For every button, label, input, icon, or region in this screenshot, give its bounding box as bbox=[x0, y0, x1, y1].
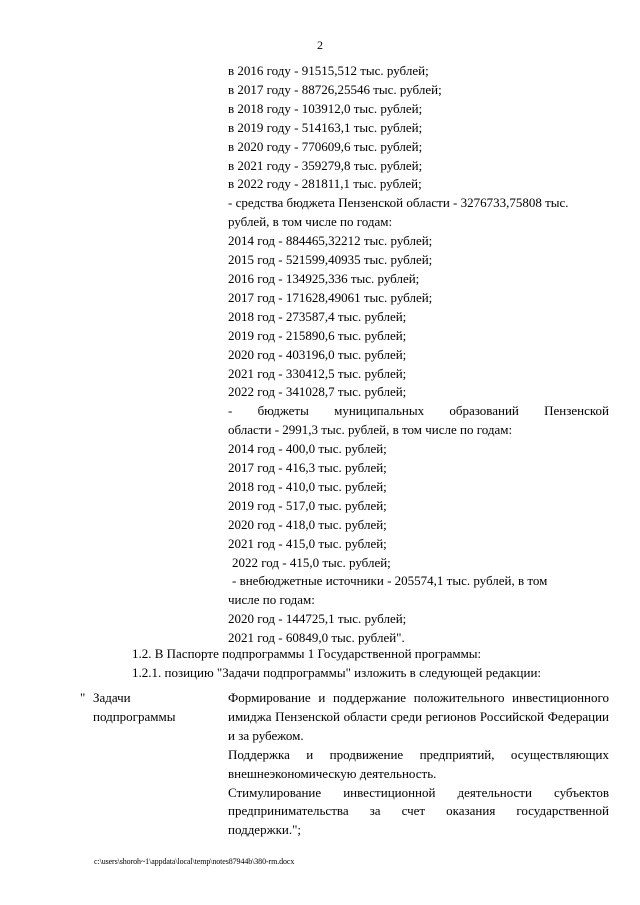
funding-line: в 2017 году - 88726,25546 тыс. рублей; bbox=[228, 81, 442, 97]
point-1-2: 1.2. В Паспорте подпрограммы 1 Государственной программы: bbox=[132, 646, 482, 661]
funding-line: 2022 год - 341028,7 тыс. рублей; bbox=[228, 384, 407, 400]
table-label-line: подпрограммы bbox=[93, 708, 176, 724]
funding-line: 2014 год - 400,0 тыс. рублей; bbox=[228, 441, 387, 457]
funding-line: рублей, в том числе по годам: bbox=[228, 214, 393, 230]
table-label bbox=[93, 689, 213, 727]
table-text bbox=[228, 689, 609, 840]
footer-file-path: c:\users\shoroh~1\appdata\local\temp\notes87944b\380-rm.docx bbox=[94, 857, 295, 866]
task-paragraph: Формирование и поддержание положительного инвестиционного имиджа Пензенской области среди регионов Российской Федерации и за рубежом. bbox=[228, 690, 609, 743]
funding-line: 2021 год - 60849,0 тыс. рублей". bbox=[228, 630, 405, 646]
funding-line: 2021 год - 330412,5 тыс. рублей; bbox=[228, 365, 407, 381]
point-1-2-1: 1.2.1. позицию "Задачи подпрограммы" изложить в следующей редакции: bbox=[132, 665, 542, 680]
funding-line: 2020 год - 403196,0 тыс. рублей; bbox=[228, 346, 407, 362]
funding-line: 2018 год - 410,0 тыс. рублей; bbox=[228, 478, 387, 494]
funding-block bbox=[228, 62, 609, 648]
funding-line: области - 2991,3 тыс. рублей, в том числе по годам: bbox=[228, 422, 513, 438]
funding-line: 2017 год - 416,3 тыс. рублей; bbox=[228, 460, 387, 476]
funding-line: в 2020 году - 770609,6 тыс. рублей; bbox=[228, 138, 423, 154]
page-number: 2 bbox=[317, 38, 323, 52]
funding-line: 2014 год - 884465,32212 тыс. рублей; bbox=[228, 233, 433, 249]
funding-line: 2019 год - 215890,6 тыс. рублей; bbox=[228, 327, 407, 343]
funding-line: - бюджеты муниципальных образований Пензенской bbox=[228, 403, 609, 419]
funding-line: - средства бюджета Пензенской области - 3276733,75808 тыс. bbox=[228, 195, 569, 211]
funding-line: числе по годам: bbox=[228, 592, 315, 608]
funding-line: 2017 год - 171628,49061 тыс. рублей; bbox=[228, 289, 433, 305]
task-paragraph: Поддержка и продвижение предприятий, осуществляющих внешнеэкономическую деятельность. bbox=[228, 746, 609, 781]
table-label-line: Задачи bbox=[93, 690, 131, 705]
funding-line: в 2021 году - 359279,8 тыс. рублей; bbox=[228, 157, 423, 173]
funding-line: 2020 год - 418,0 тыс. рублей; bbox=[228, 516, 387, 532]
open-quote: " bbox=[80, 690, 86, 705]
funding-line: в 2022 году - 281811,1 тыс. рублей; bbox=[228, 176, 422, 192]
task-paragraph: Стимулирование инвестиционной деятельности субъектов предпринимательства за счет оказания государственной поддержки."; bbox=[228, 784, 609, 838]
funding-line: 2021 год - 415,0 тыс. рублей; bbox=[228, 535, 387, 551]
funding-line: 2016 год - 134925,336 тыс. рублей; bbox=[228, 270, 420, 286]
funding-line: 2015 год - 521599,40935 тыс. рублей; bbox=[228, 252, 433, 268]
funding-line: 2020 год - 144725,1 тыс. рублей; bbox=[228, 611, 407, 627]
funding-line: 2019 год - 517,0 тыс. рублей; bbox=[228, 497, 387, 513]
funding-line: 2018 год - 273587,4 тыс. рублей; bbox=[228, 308, 407, 324]
funding-line: в 2019 году - 514163,1 тыс. рублей; bbox=[228, 119, 423, 135]
funding-line: 2022 год - 415,0 тыс. рублей; bbox=[232, 554, 391, 570]
funding-line: в 2018 году - 103912,0 тыс. рублей; bbox=[228, 100, 423, 116]
funding-line: в 2016 году - 91515,512 тыс. рублей; bbox=[228, 63, 429, 78]
funding-line: - внебюджетные источники - 205574,1 тыс. рублей, в том bbox=[232, 573, 548, 589]
